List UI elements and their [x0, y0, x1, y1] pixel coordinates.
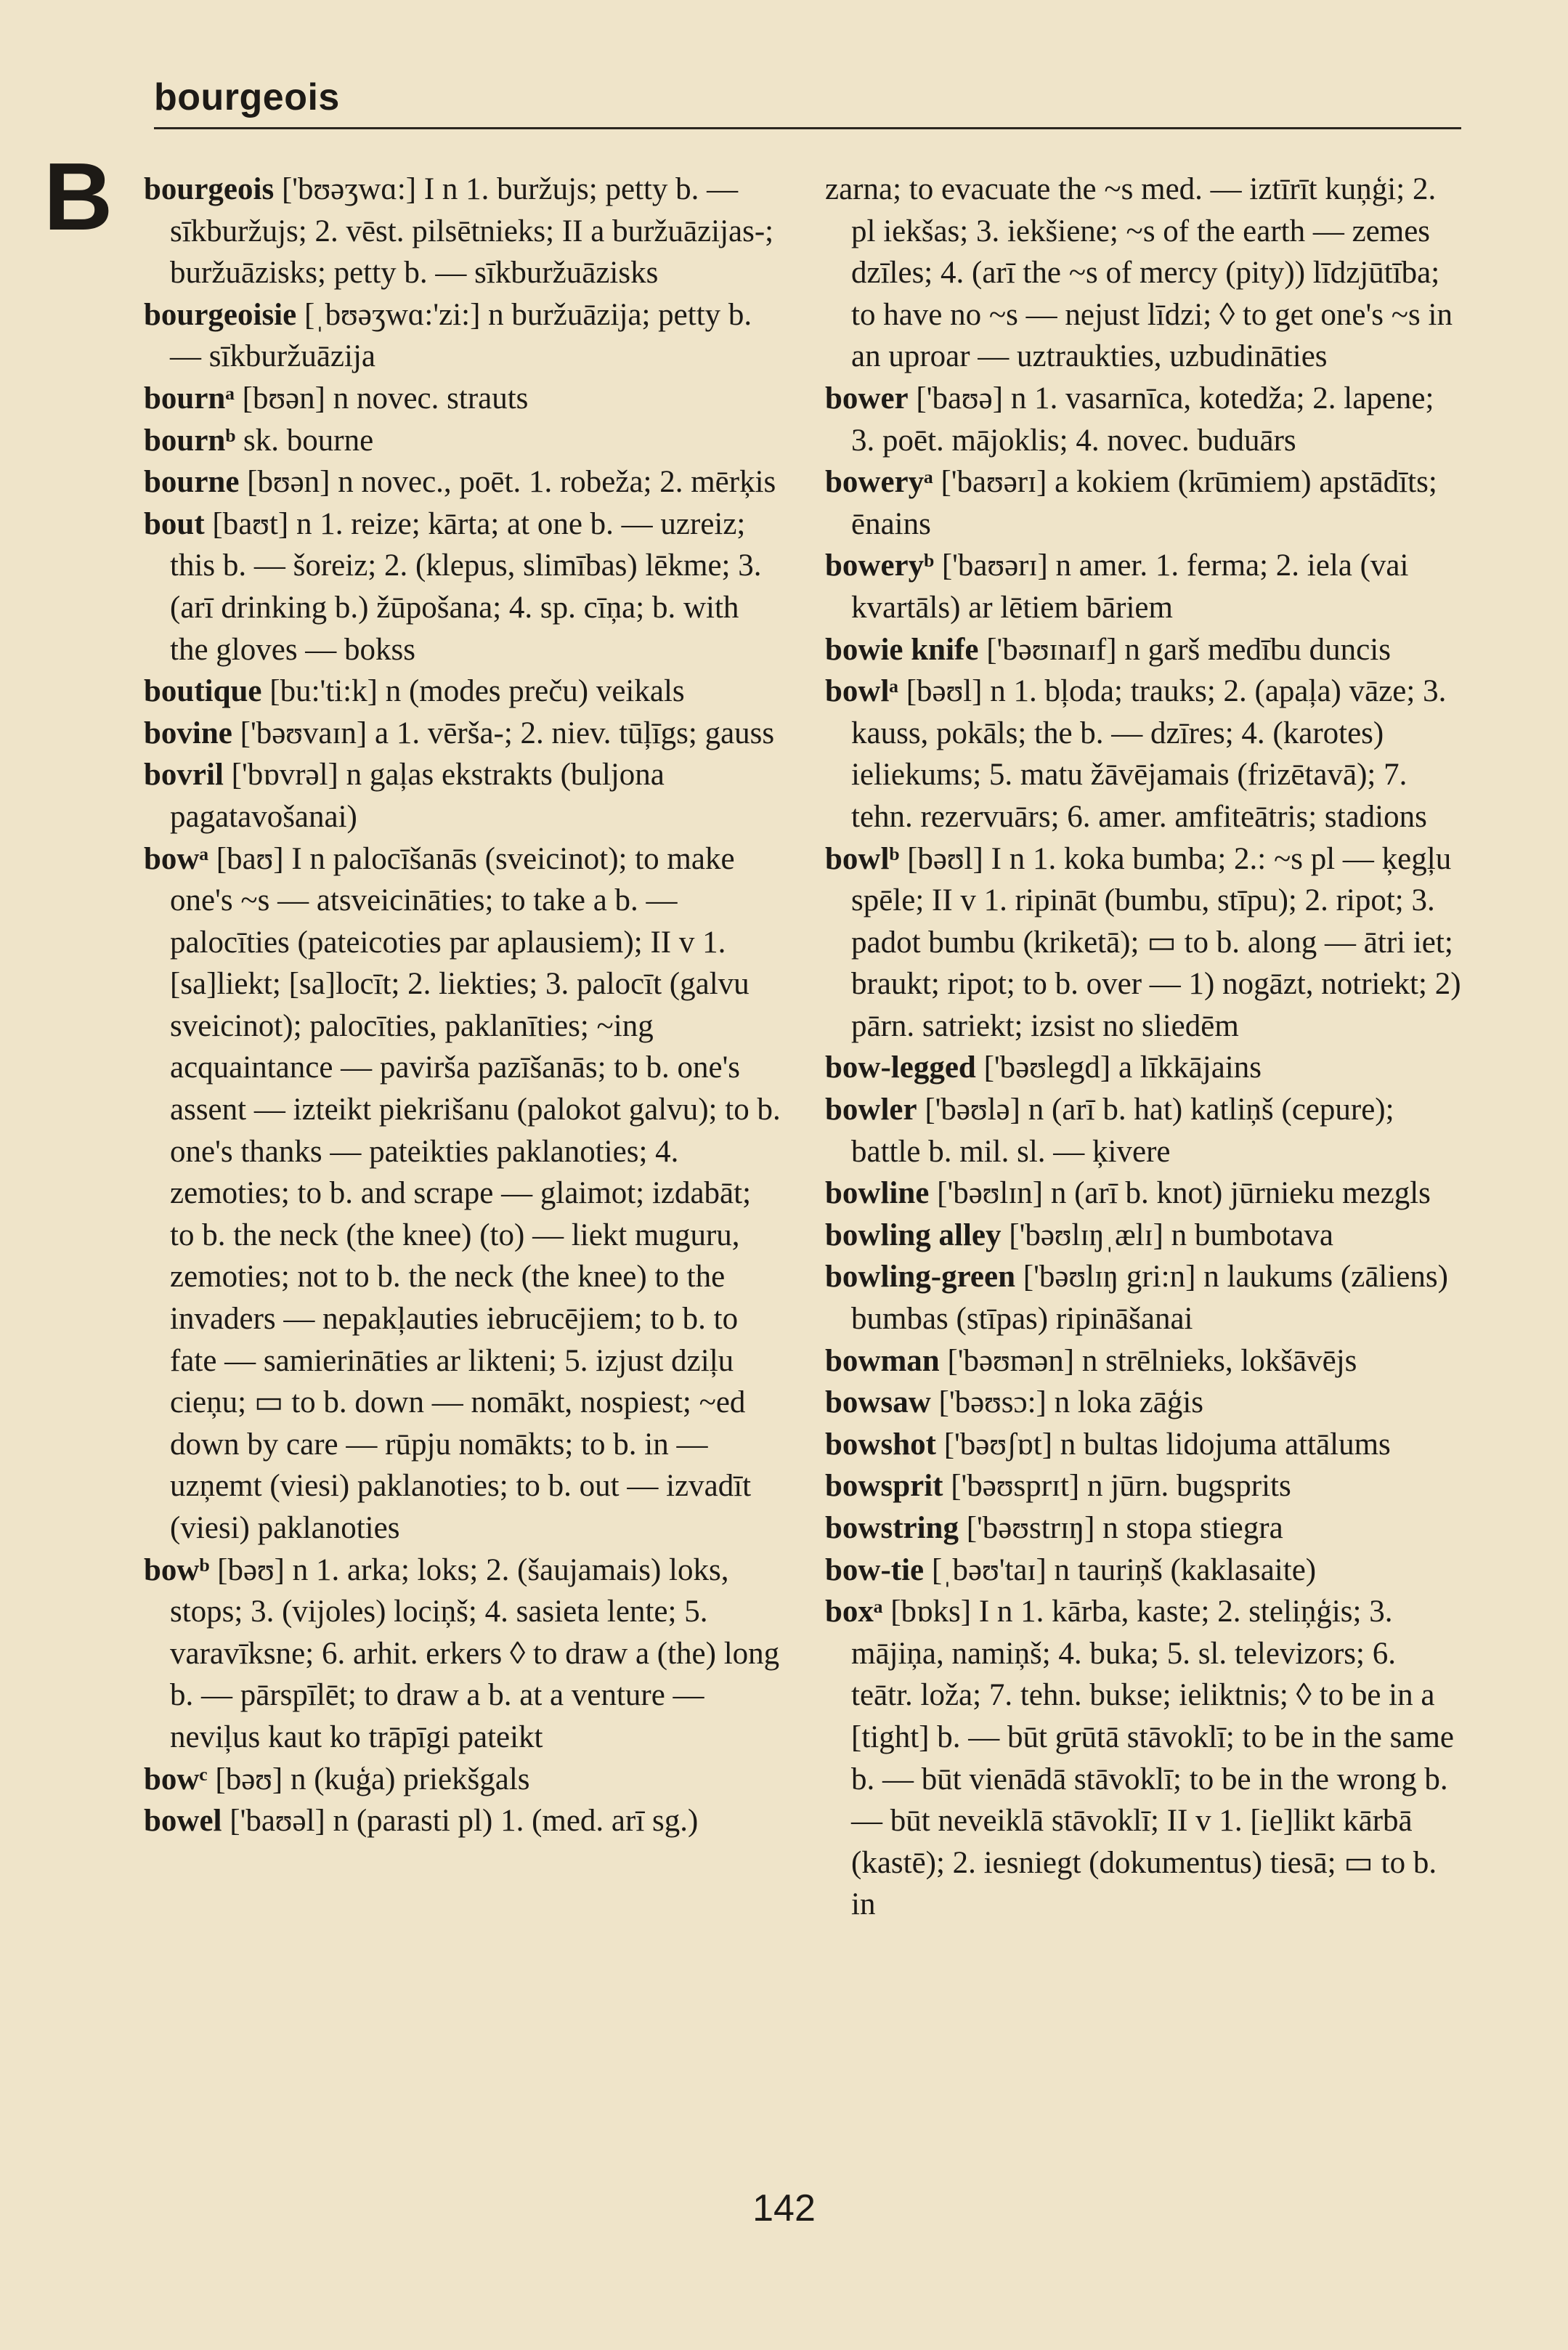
entry-headword: bovril — [144, 758, 224, 793]
entry-headword: bowᶜ — [144, 1762, 208, 1796]
entry-headword: bowline — [825, 1176, 930, 1211]
dictionary-entry — [144, 420, 783, 462]
entry-pronunciation: [baʊt] — [212, 506, 289, 541]
entry-headword: bower — [825, 381, 909, 416]
entry-definition: I n palocīšanās (sveicinot); to make one's ~s — atsveicināties; to take a b. — palocīties (pateicoties par aplausiem); II v 1. [sa]liekt; [sa]locīt; 2. liekties; 3. palocīt (galvu sveicinot); palocīties, paklanīties; ~ing acquaintance — pavirša pazīšanās; to b. one's assent — izteikt piekrišanu (palokot galvu); to b. one's thanks — pateikties paklanoties; 4. zemoties; to b. and scrape — glaimot; izdabāt; to b. the neck (the knee) (to) — liekt muguru, zemoties; not to b. the neck (the knee) to the invaders — nepakļauties iebrucējiem; to b. to fate — samierināties ar likteni; 5. izjust dziļu cieņu; ▭ to b. down — nomākt, nospiest; ~ed down by care — rūpju nomākts; to b. in — uzņemt (viesi) paklanoties; to b. out — izvadīt (viesi) paklanoties — [170, 841, 781, 1545]
entry-headword: bowlᵇ — [825, 841, 900, 876]
entry-headword: bourne — [144, 465, 240, 500]
entry-definition: n stopa stiegra — [1102, 1511, 1283, 1545]
entry-pronunciation: [bəʊ] — [217, 1552, 285, 1587]
entry-definition: a līkkājains — [1118, 1050, 1262, 1085]
dictionary-entry — [825, 169, 1464, 378]
entry-definition: n buržuāzija; petty b. — sīkburžuāzija — [170, 297, 752, 374]
entry-definition: n tauriņš (kaklasaite) — [1054, 1552, 1317, 1587]
dictionary-entry — [144, 461, 783, 503]
entry-definition: n (arī b. hat) katliņš (cepure); battle b. mil. sl. — ķivere — [851, 1093, 1394, 1169]
entry-definition: n novec. strauts — [333, 381, 529, 416]
entry-pronunciation: ['bəʊsprɪt] — [951, 1469, 1080, 1504]
entry-pronunciation: [bɒks] — [890, 1595, 972, 1629]
entry-definition: n garš medību duncis — [1124, 632, 1391, 667]
entry-headword: bout — [144, 506, 205, 541]
dictionary-entry — [825, 1549, 1464, 1592]
entry-pronunciation: ['bəʊvaɪn] — [240, 716, 367, 750]
entry-pronunciation: ['bəʊlə] — [925, 1093, 1020, 1127]
entry-definition: n bumbotava — [1171, 1217, 1333, 1252]
entry-headword: bournᵇ — [144, 423, 236, 458]
left-column — [144, 169, 783, 1842]
entry-definition: n (modes preču) veikals — [385, 674, 685, 709]
entry-headword: bowling alley — [825, 1217, 1002, 1252]
entry-headword: bourgeoisie — [144, 297, 297, 332]
entry-pronunciation: ['bəʊlɪŋˌælɪ] — [1009, 1217, 1163, 1252]
entry-definition: n novec., poēt. 1. robeža; 2. mērķis — [338, 465, 776, 500]
dictionary-entry — [825, 1340, 1464, 1382]
entry-definition: I n 1. kārba, kaste; 2. steliņģis; 3. mājiņa, namiņš; 4. buka; 5. sl. televizors; 6. teātr. loža; 7. tehn. bukse; ieliktnis; ◊ to be in a [tight] b. — būt grūtā stāvoklī; to be in the same b. — būt vienādā stāvoklī; to be in the wrong b. — būt neveiklā stāvoklī; II v 1. [ie]likt kārbā (kastē); 2. iesniegt (dokumentus) tiesā; ▭ to b. in — [851, 1595, 1454, 1922]
entry-pronunciation: [ˌbəʊ'taɪ] — [931, 1552, 1047, 1587]
dictionary-entry — [144, 1800, 783, 1842]
dictionary-entry — [825, 1215, 1464, 1257]
dictionary-entry — [825, 1591, 1464, 1926]
dictionary-entry — [825, 545, 1464, 628]
entry-pronunciation: ['baʊəl] — [229, 1804, 325, 1839]
entry-definition: n 1. arka; loks; 2. (šaujamais) loks, stops; 3. (vijoles) lociņš; 4. sasieta lente; 5. varavīksne; 6. arhit. erkers ◊ to draw a (the) long b. — pārspīlēt; to draw a b. at a venture — neviļus kaut ko trāpīgi pateikt — [170, 1552, 780, 1754]
entry-pronunciation: ['bəʊɪnaɪf] — [986, 632, 1117, 667]
dictionary-entry — [144, 838, 783, 1549]
entry-pronunciation: [bu:'ti:k] — [269, 674, 378, 709]
dictionary-entry — [825, 461, 1464, 545]
entry-definition: I n 1. koka bumba; 2.: ~s pl — ķegļu spēle; II v 1. ripināt (bumbu, stīpu); 2. ripot; 3. padot bumbu (kriketā); ▭ to b. along — ātri iet; braukt; ripot; to b. over — 1) nogāzt, notriekt; 2) pārn. satriekt; izsist no sliedēm — [851, 841, 1461, 1043]
entry-pronunciation: [bʊən] — [247, 465, 330, 500]
dictionary-entry — [144, 378, 783, 420]
entry-pronunciation: ['baʊərɪ] — [941, 548, 1048, 583]
dictionary-entry — [825, 1089, 1464, 1172]
entry-headword: bowler — [825, 1093, 917, 1127]
section-letter: B — [44, 143, 113, 250]
dictionary-entry — [144, 1759, 783, 1801]
entry-pronunciation: ['bʊəʒwɑ:] — [281, 172, 417, 206]
dictionary-entry — [825, 838, 1464, 1048]
entry-headword: bowlᵃ — [825, 674, 898, 709]
entry-definition: zarna; to evacuate the ~s med. — iztīrīt kuņģi; 2. pl iekšas; 3. iekšiene; ~s of the earth — zemes dzīles; 4. (arī the ~s of mercy (pity)) līdzjūtība; to have no ~s — nejust līdzi; ◊ to get one's ~s in an uproar — uztraukties, uzbudināties — [825, 172, 1453, 374]
entry-headword: bowman — [825, 1343, 940, 1378]
entry-headword: bowel — [144, 1804, 222, 1839]
entry-definition: n 1. bļoda; trauks; 2. (apaļa) vāze; 3. kauss, pokāls; the b. — dzīres; 4. (karotes) ieliekums; 5. matu žāvējamais (frizētavā); 7. tehn. rezervuārs; 6. amer. amfiteātris; stadions — [851, 674, 1447, 834]
entry-headword: bowsaw — [825, 1385, 931, 1420]
entry-definition: n (parasti pl) 1. (med. arī sg.) — [333, 1804, 699, 1839]
entry-definition: n (kuģa) priekšgals — [290, 1762, 530, 1796]
entry-definition: n bultas lidojuma attālums — [1060, 1427, 1391, 1462]
entry-pronunciation: ['bəʊmən] — [947, 1343, 1075, 1378]
entry-definition: n (arī b. knot) jūrnieku mezgls — [1050, 1176, 1431, 1211]
entry-headword: bow-tie — [825, 1552, 925, 1587]
entry-definition: n jūrn. bugsprits — [1087, 1469, 1291, 1504]
entry-definition: n laukums (zāliens) bumbas (stīpas) ripināšanai — [851, 1260, 1448, 1337]
dictionary-entry — [825, 378, 1464, 461]
entry-definition: n gaļas ekstrakts (buljona pagatavošanai) — [170, 758, 665, 834]
entry-definition: a kokiem (krūmiem) apstādīts; ēnains — [851, 465, 1437, 541]
dictionary-entry — [144, 670, 783, 713]
dictionary-entry — [825, 1507, 1464, 1549]
entry-definition: n 1. vasarnīca, kotedža; 2. lapene; 3. poēt. mājoklis; 4. novec. buduārs — [851, 381, 1434, 458]
entry-pronunciation: [bəʊl] — [907, 841, 983, 876]
entry-pronunciation: ['bəʊʃɒt] — [943, 1427, 1053, 1462]
entry-headword: bowstring — [825, 1511, 959, 1545]
entry-headword: bowᵇ — [144, 1552, 210, 1587]
dictionary-entry — [825, 670, 1464, 838]
entry-pronunciation: [ˌbʊəʒwɑ:'zi:] — [304, 297, 481, 332]
entry-headword: bowsprit — [825, 1469, 943, 1504]
entry-headword: bournᵃ — [144, 381, 235, 416]
entry-pronunciation: [bəʊl] — [906, 674, 983, 709]
entry-pronunciation: ['bəʊstrɪŋ] — [966, 1511, 1095, 1545]
entry-definition: n strēlnieks, lokšāvējs — [1081, 1343, 1357, 1378]
dictionary-entry — [825, 1047, 1464, 1089]
entry-headword: bowie knife — [825, 632, 979, 667]
entry-definition: n 1. reize; kārta; at one b. — uzreiz; this b. — šoreiz; 2. (klepus, slimības) lēkme; 3. (arī drinking b.) žūpošana; 4. sp. cīņa; b. with the gloves — bokss — [170, 506, 762, 667]
entry-pronunciation: [bəʊ] — [215, 1762, 283, 1796]
dictionary-entry — [825, 1172, 1464, 1215]
dictionary-entry — [144, 294, 783, 378]
entry-headword: bourgeois — [144, 172, 275, 206]
right-column — [825, 169, 1464, 1926]
entry-headword: bovine — [144, 716, 232, 750]
entry-definition: a 1. vērša-; 2. niev. tūļīgs; gauss — [374, 716, 775, 750]
entry-pronunciation: ['bəʊlɪn] — [937, 1176, 1044, 1211]
entry-definition: n loka zāģis — [1054, 1385, 1203, 1420]
entry-pronunciation: ['baʊərɪ] — [941, 465, 1047, 500]
entry-headword: boutique — [144, 674, 262, 709]
entry-pronunciation: [baʊ] — [216, 841, 284, 876]
dictionary-entry — [144, 169, 783, 294]
running-head: bourgeois — [154, 76, 340, 118]
entry-headword: bowling-green — [825, 1260, 1015, 1294]
entry-pronunciation: [bʊən] — [242, 381, 325, 416]
entry-headword: boweryᵇ — [825, 548, 935, 583]
dictionary-entry — [825, 1256, 1464, 1340]
entry-definition: I n 1. buržujs; petty b. — sīkburžujs; 2. vēst. pilsētnieks; II a buržuāzijas-; buržuāzisks; petty b. — sīkburžuāzisks — [170, 172, 774, 291]
entry-headword: boweryᵃ — [825, 465, 933, 500]
entry-headword: bow-legged — [825, 1050, 976, 1085]
entry-pronunciation: ['bəʊlegd] — [983, 1050, 1111, 1085]
entry-headword: bowshot — [825, 1427, 936, 1462]
entry-pronunciation: ['bəʊlɪŋ gri:n] — [1023, 1260, 1196, 1294]
dictionary-entry — [144, 503, 783, 670]
dictionary-entry — [144, 713, 783, 755]
dictionary-entry — [825, 629, 1464, 671]
header-rule — [154, 127, 1461, 129]
dictionary-entry — [825, 1382, 1464, 1424]
entry-headword: boxᵃ — [825, 1595, 883, 1629]
entry-definition: sk. bourne — [243, 423, 374, 458]
entry-definition: n amer. 1. ferma; 2. iela (vai kvartāls) ar lētiem bāriem — [851, 548, 1409, 625]
entry-pronunciation: ['bɒvrəl] — [231, 758, 338, 793]
dictionary-entry — [144, 754, 783, 838]
dictionary-entry — [825, 1424, 1464, 1466]
entry-pronunciation: ['bəʊsɔ:] — [938, 1385, 1047, 1420]
entry-headword: bowᵃ — [144, 841, 209, 876]
page-number: 142 — [752, 2187, 816, 2229]
dictionary-entry — [144, 1549, 783, 1759]
entry-pronunciation: ['baʊə] — [916, 381, 1004, 416]
dictionary-entry — [825, 1465, 1464, 1507]
